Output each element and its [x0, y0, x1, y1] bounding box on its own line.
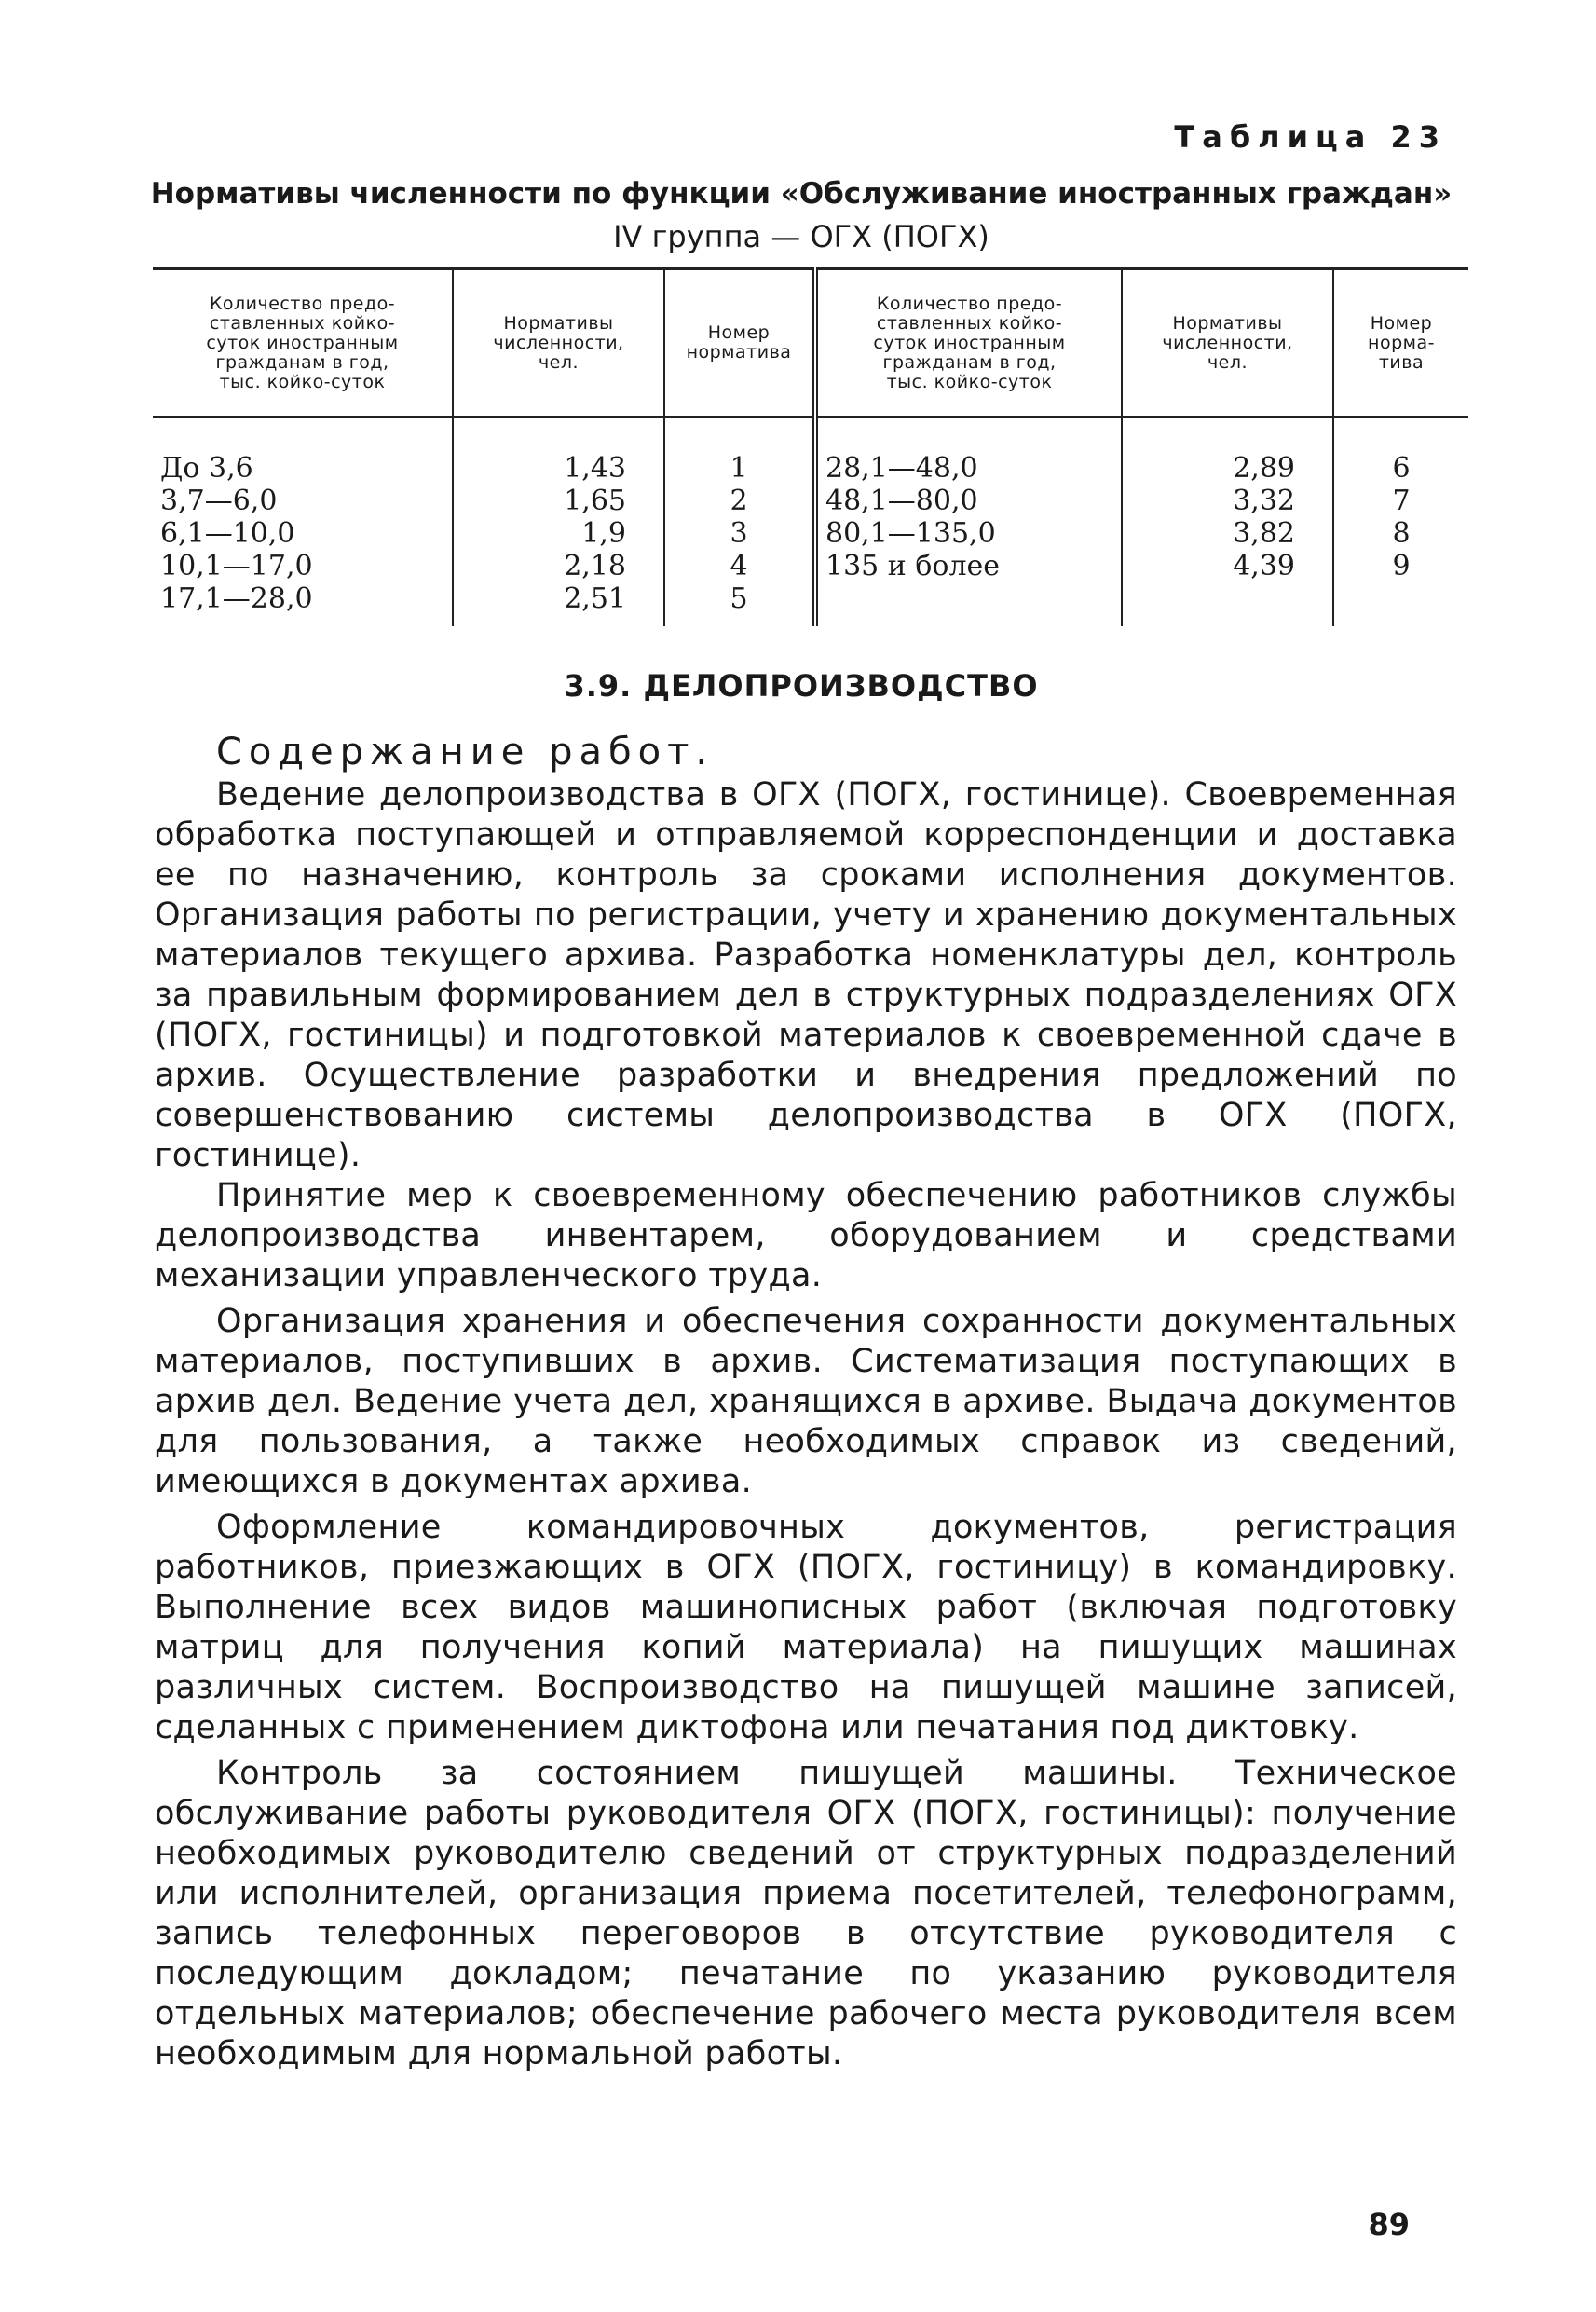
table-subtitle: IV группа — ОГХ (ПОГХ)	[613, 219, 989, 254]
cell-value: 3,32	[1233, 485, 1295, 517]
table-row	[153, 452, 1468, 626]
cell-value: 6,1—10,0	[160, 517, 295, 550]
header-bed-days-right: Количество предо- ставленных койко- суток иностранным гражданам в год, тыс. койко-суток	[815, 269, 1122, 417]
left-norms-cell	[453, 452, 664, 626]
cell-value: 2,89	[1233, 452, 1295, 485]
left-ranges-cell	[153, 452, 453, 626]
cell-value: 1,9	[581, 517, 626, 550]
cell-value: 2	[730, 485, 748, 517]
norms-table	[153, 267, 1468, 626]
cell-value: 6	[1392, 452, 1411, 485]
header-norms-left: Нормативы численности, чел.	[453, 269, 664, 417]
content-label: Содержание работ.	[216, 731, 715, 773]
page-number: 89	[1368, 2207, 1410, 2242]
cell-value: 1,43	[564, 452, 626, 485]
header-number-left: Номер норматива	[664, 269, 815, 417]
table-spacer-row	[153, 417, 1468, 453]
paragraph: Принятие мер к своевременному обеспечению работников службы делопроизводства инвентарем, оборудованием и средствами механизации управленческого труда.	[155, 1177, 1457, 1294]
cell-value: 3,7—6,0	[160, 485, 278, 517]
cell-value: До 3,6	[160, 452, 253, 485]
cell-value: 135 и более	[825, 550, 1001, 582]
paragraph: Оформление командировочных документов, регистрация работников, приезжающих в ОГХ (ПОГХ, гостиницу) в командировку. Выполнение всех видов машинописных работ (включая подготовку матриц для получения копий материала) на пишущих машинах различных систем. Воспроизводство на пишущей машине записей, сделанных с применением диктофона или печатания под диктовку.	[155, 1509, 1457, 1746]
cell-value: 2,51	[564, 582, 626, 615]
cell-value: 5	[730, 582, 748, 615]
right-numbers-cell	[1333, 452, 1468, 626]
cell-value: 9	[1392, 550, 1411, 582]
paragraph: Организация хранения и обеспечения сохранности документальных материалов, поступивших в архив. Систематизация поступающих в архив дел. Ведение учета дел, хранящихся в архиве. Выдача документов для пользования, а также необходимых справок из сведений, имеющихся в документах архива.	[155, 1303, 1457, 1500]
cell-value: 2,18	[564, 550, 626, 582]
cell-value: 80,1—135,0	[825, 517, 996, 550]
paragraph: Ведение делопроизводства в ОГХ (ПОГХ, гостинице). Своевременная обработка поступающей и отправляемой корреспонденции и доставка ее по назначению, контроль за сроками исполнения документов. Организация работы по регистрации, учету и хранению документальных материалов текущего архива. Разработка номенклатуры дел, контроль за правильным формированием дел в структурных подразделениях ОГХ (ПОГХ, гостиницы) и подготовкой материалов к своевременной сдаче в архив. Осуществление разработки и внедрения предложений по совершенствованию системы делопроизводства в ОГХ (ПОГХ, гостинице).	[155, 776, 1457, 1174]
header-number-right: Номер норма- тива	[1333, 269, 1468, 417]
cell-value: 3	[730, 517, 748, 550]
paragraph: Контроль за состоянием пишущей машины. Техническое обслуживание работы руководителя ОГХ (ПОГХ, гостиницы): получение необходимых руководителю сведений от структурных подразделений или исполнителей, организация приема посетителей, телефонограмм, запись телефонных переговоров в отсутствие руководителя с последующим докладом; печатание по указанию руководителя отдельных материалов; обеспечение рабочего места руководителя всем необходимым для нормальной работы.	[155, 1755, 1457, 2073]
cell-value: 28,1—48,0	[825, 452, 978, 485]
cell-value: 17,1—28,0	[160, 582, 313, 615]
cell-value: 1,65	[564, 485, 626, 517]
table-title: Нормативы численности по функции «Обслуживание иностранных граждан»	[150, 177, 1453, 211]
table-label: Таблица 23	[1174, 119, 1447, 155]
cell-value: 1	[730, 452, 748, 485]
table-header-row	[153, 269, 1468, 417]
header-bed-days-left: Количество предо- ставленных койко- суток иностранным гражданам в год, тыс. койко-суток	[153, 269, 453, 417]
section-heading: 3.9. ДЕЛОПРОИЗВОДСТВО	[564, 668, 1039, 704]
cell-value: 3,82	[1233, 517, 1295, 550]
section-body	[155, 775, 1457, 2074]
right-ranges-cell	[815, 452, 1122, 626]
cell-value: 8	[1392, 517, 1411, 550]
cell-value: 4,39	[1233, 550, 1295, 582]
cell-value: 7	[1392, 485, 1411, 517]
cell-value: 48,1—80,0	[825, 485, 978, 517]
left-numbers-cell	[664, 452, 815, 626]
header-norms-right: Нормативы численности, чел.	[1122, 269, 1333, 417]
cell-value: 4	[730, 550, 748, 582]
right-norms-cell	[1122, 452, 1333, 626]
cell-value: 10,1—17,0	[160, 550, 313, 582]
